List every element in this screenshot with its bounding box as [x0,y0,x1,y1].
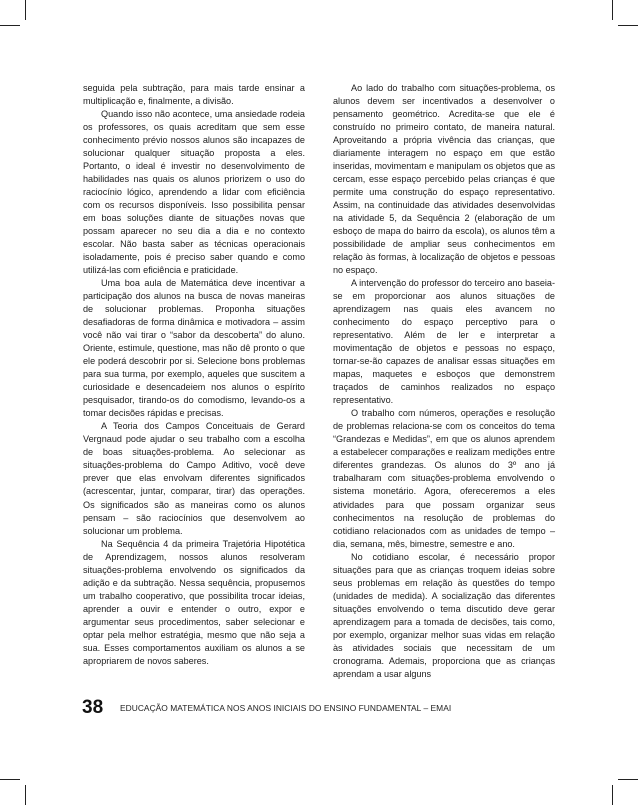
paragraph: A Teoria dos Campos Conceituais de Gerard Vergnaud pode ajudar o seu trabalho com a escolha de boas situações-problema. Ao selecionar as situações-problema do Campo Aditivo, você deve prever que elas envolvam diferentes significados (acrescentar, juntar, comparar, tirar) das operações. Os significados são as maneiras como os alunos pensam – são raciocínios que desenvolvem ao solucionar um problema. [83,421,305,536]
crop-mark-bottom-left-vertical [25,785,26,805]
paragraph: O trabalho com números, operações e resolução de problemas relaciona-se com os conceitos do tema “Grandezas e Medidas”, em que os alunos aprendem a estabelecer comparações e realizam medições entre diferentes grandezas. Os alunos do 3º ano já trabalharam com situações-problema envolvendo o sistema monetário. Agora, ofereceremos a eles atividades para que possam organizar seus conhecimentos na resolução de problemas do cotidiano relacionados com as unidades de tempo – dia, semana, mês, bimestre, semestre e ano. [333,408,555,549]
running-title: EDUCAÇÃO MATEMÁTICA NOS ANOS INICIAIS DO ENSINO FUNDAMENTAL – EMAI [120,703,452,713]
paragraph: Uma boa aula de Matemática deve incentivar a participação dos alunos na busca de novas maneiras de solucionar problemas. Proponha situações desafiadoras de forma dinâmica e motivadora – assim você não vai tirar o “sabor da descoberta” do aluno. Oriente, estimule, questione, mas não dê pronto o que ele poderá descobrir por si. Selecione bons problemas para sua turma, por exemplo, aqueles que suscitem a curiosidade e desencadeiem nos alunos o espírito pesquisador, tirando-os do comodismo, levando-os a tomar decisões rápidas e precisas. [83,278,305,419]
page-number: 38 [82,697,104,718]
crop-mark-bottom-right-vertical [612,785,613,805]
crop-mark-top-right-horizontal [618,25,638,26]
right-text-column [333,82,555,681]
paragraph: seguida pela subtração, para mais tarde ensinar a multiplicação e, finalmente, a divisão. [83,83,305,107]
paragraph: Na Sequência 4 da primeira Trajetória Hipotética de Aprendizagem, nossos alunos resolveram situações-problema envolvendo os significados da adição e da subtração. Nessa sequência, propusemos um trabalho cooperativo, que possibilita trocar ideias, aprender a ouvir e entender o outro, expor e argumentar seus procedimentos, saber selecionar e optar pela melhor estratégia, mesmo que não seja a sua. Esses comportamentos auxiliam os alunos a se apropriarem de novos saberes. [83,538,305,666]
paragraph: No cotidiano escolar, é necessário propor situações para que as crianças troquem ideias sobre seus problemas em relação às questões do tempo (unidades de medida). A socialização das diferentes situações envolvendo o tema discutido deve gerar aprendizagem para a tomada de decisões, tais como, por exemplo, organizar melhor suas vidas em relação às atividades sociais que necessitam de um cronograma. Ademais, proporciona que as crianças aprendam a usar alguns [333,551,555,679]
left-text-column [83,82,305,668]
crop-mark-top-left-vertical [25,0,26,20]
paragraph: A intervenção do professor do terceiro ano baseia-se em proporcionar aos alunos situações de aprendizagem nas quais eles avancem no conhecimento do espaço perceptivo para o representativo. Além de ler e interpretar a movimentação de objetos e pessoas no espaço, tornar-se-ão capazes de analisar essas situações em mapas, maquetes e esboços que demonstrem traçados de caminhos realizados no espaço representativo. [333,278,555,406]
crop-mark-bottom-left-horizontal [0,779,20,780]
crop-mark-bottom-right-horizontal [618,779,638,780]
paragraph: Quando isso não acontece, uma ansiedade rodeia os professores, os quais acreditam que sem esse conhecimento prévio nossos alunos são incapazes de solucionar qualquer situação proposta a eles. Portanto, o ideal é investir no desenvolvimento de habilidades nas quais os alunos priorizem o uso do raciocínio lógico, aprendendo a lidar com eficiência com os recursos disponíveis. Isso possibilita pensar em boas soluções diante de situações novas que possam aparecer no seu dia a dia e no contexto escolar. Não basta saber as técnicas operacionais isoladamente, pois é preciso saber quando e como utilizá-las com eficiência e praticidade. [83,109,305,276]
paragraph: Ao lado do trabalho com situações-problema, os alunos devem ser incentivados a desenvolver o pensamento geométrico. Acredita-se que ele é construído no primeiro contato, de maneira natural. Aproveitando a própria vivência das crianças, que diariamente interagem no espaço em que estão inseridas, movimentam e manipulam os objetos que as cercam, esse espaço percebido pelas crianças é que permite uma construção do espaço representativo. Assim, na continuidade das atividades desenvolvidas na atividade 5, da Sequência 2 (elaboração de um esboço de mapa do bairro da escola), os alunos têm a possibilidade de ampliar seus conhecimentos em relação às formas, à localização de objetos e pessoas no espaço. [333,83,555,276]
crop-mark-top-right-vertical [612,0,613,20]
crop-mark-top-left-horizontal [0,25,20,26]
